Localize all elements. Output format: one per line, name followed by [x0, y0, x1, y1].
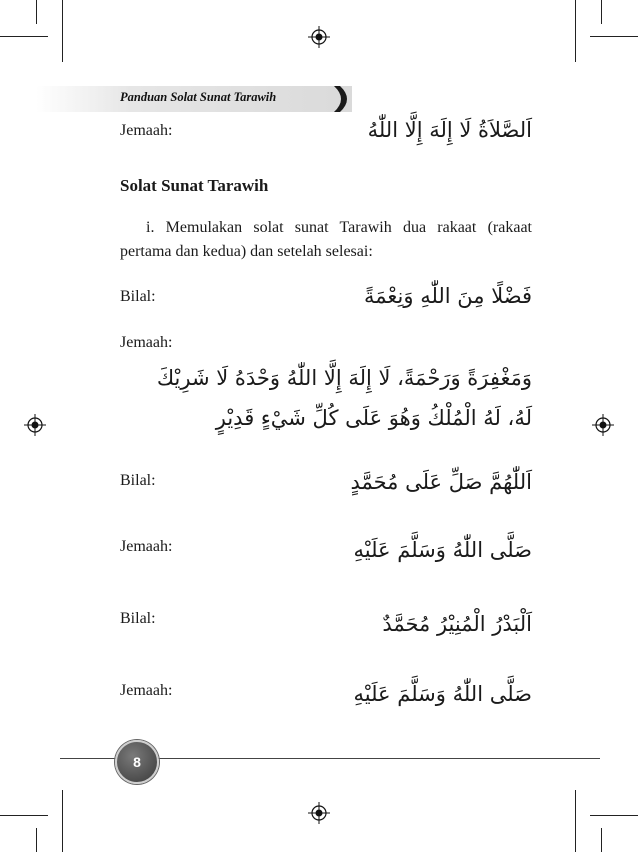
crop-mark	[590, 36, 638, 37]
crop-mark	[62, 790, 63, 852]
arabic-text: وَمَغْفِرَةً وَرَحْمَةً، لَا إِلَهَ إِلَّا اللّٰهُ وَحْدَهُ لَا شَرِيْكَ	[156, 366, 532, 390]
dialogue-row	[120, 606, 532, 646]
arabic-text: اَلْبَدْرُ الْمُنِيْرُ مُحَمَّدٌ	[382, 612, 532, 636]
crop-mark	[575, 0, 576, 62]
instruction-paragraph	[120, 216, 532, 264]
registration-mark-icon	[592, 414, 614, 436]
arabic-text: لَهُ، لَهُ الْمُلْكُ وَهُوَ عَلَى كُلِّ شَيْءٍ قَدِيْرٍ	[215, 406, 532, 430]
registration-mark-icon	[308, 26, 330, 48]
speaker-label: Bilal:	[120, 472, 156, 489]
speaker-label: Jemaah:	[120, 538, 173, 555]
dialogue-row	[120, 280, 532, 320]
crop-mark	[590, 815, 638, 816]
page-number-badge	[115, 740, 159, 784]
crop-mark	[36, 828, 37, 852]
crop-mark	[62, 0, 63, 62]
arabic-text: صَلَّى اللّٰهُ وَسَلَّمَ عَلَيْهِ	[353, 682, 532, 706]
registration-mark-icon	[24, 414, 46, 436]
crop-mark	[601, 0, 602, 24]
crop-mark	[0, 36, 48, 37]
section-heading: Solat Sunat Tarawih	[120, 176, 269, 195]
arabic-text: اَللّٰهُمَّ صَلِّ عَلَى مُحَمَّدٍ	[350, 470, 532, 494]
registration-mark-icon	[308, 802, 330, 824]
dialogue-row	[120, 330, 532, 440]
page-number: 8	[133, 754, 141, 770]
speaker-label: Bilal:	[120, 610, 156, 627]
dialogue-row	[120, 118, 532, 158]
speaker-label: Jemaah:	[120, 122, 173, 139]
dialogue-row	[120, 678, 532, 718]
arabic-text: فَضْلًا مِنَ اللّٰهِ وَنِعْمَةً	[364, 284, 532, 308]
speaker-label: Bilal:	[120, 288, 156, 305]
header-crescent-icon	[330, 86, 358, 112]
speaker-label: Jemaah:	[120, 334, 173, 351]
paragraph-text: i. Memulakan solat sunat Tarawih dua rakaat (rakaat pertama dan kedua) dan setelah selesai:	[120, 219, 532, 260]
running-header: Panduan Solat Sunat Tarawih	[120, 90, 277, 104]
arabic-text: صَلَّى اللّٰهُ وَسَلَّمَ عَلَيْهِ	[353, 538, 532, 562]
arabic-text: اَلصَّلاَةُ لَا إِلَهَ إِلَّا اللّٰهُ	[367, 118, 532, 142]
crop-mark	[601, 828, 602, 852]
dialogue-row	[120, 534, 532, 574]
crop-mark	[36, 0, 37, 24]
dialogue-row	[120, 464, 532, 504]
crop-mark	[575, 790, 576, 852]
crop-mark	[0, 815, 48, 816]
speaker-label: Jemaah:	[120, 682, 173, 699]
